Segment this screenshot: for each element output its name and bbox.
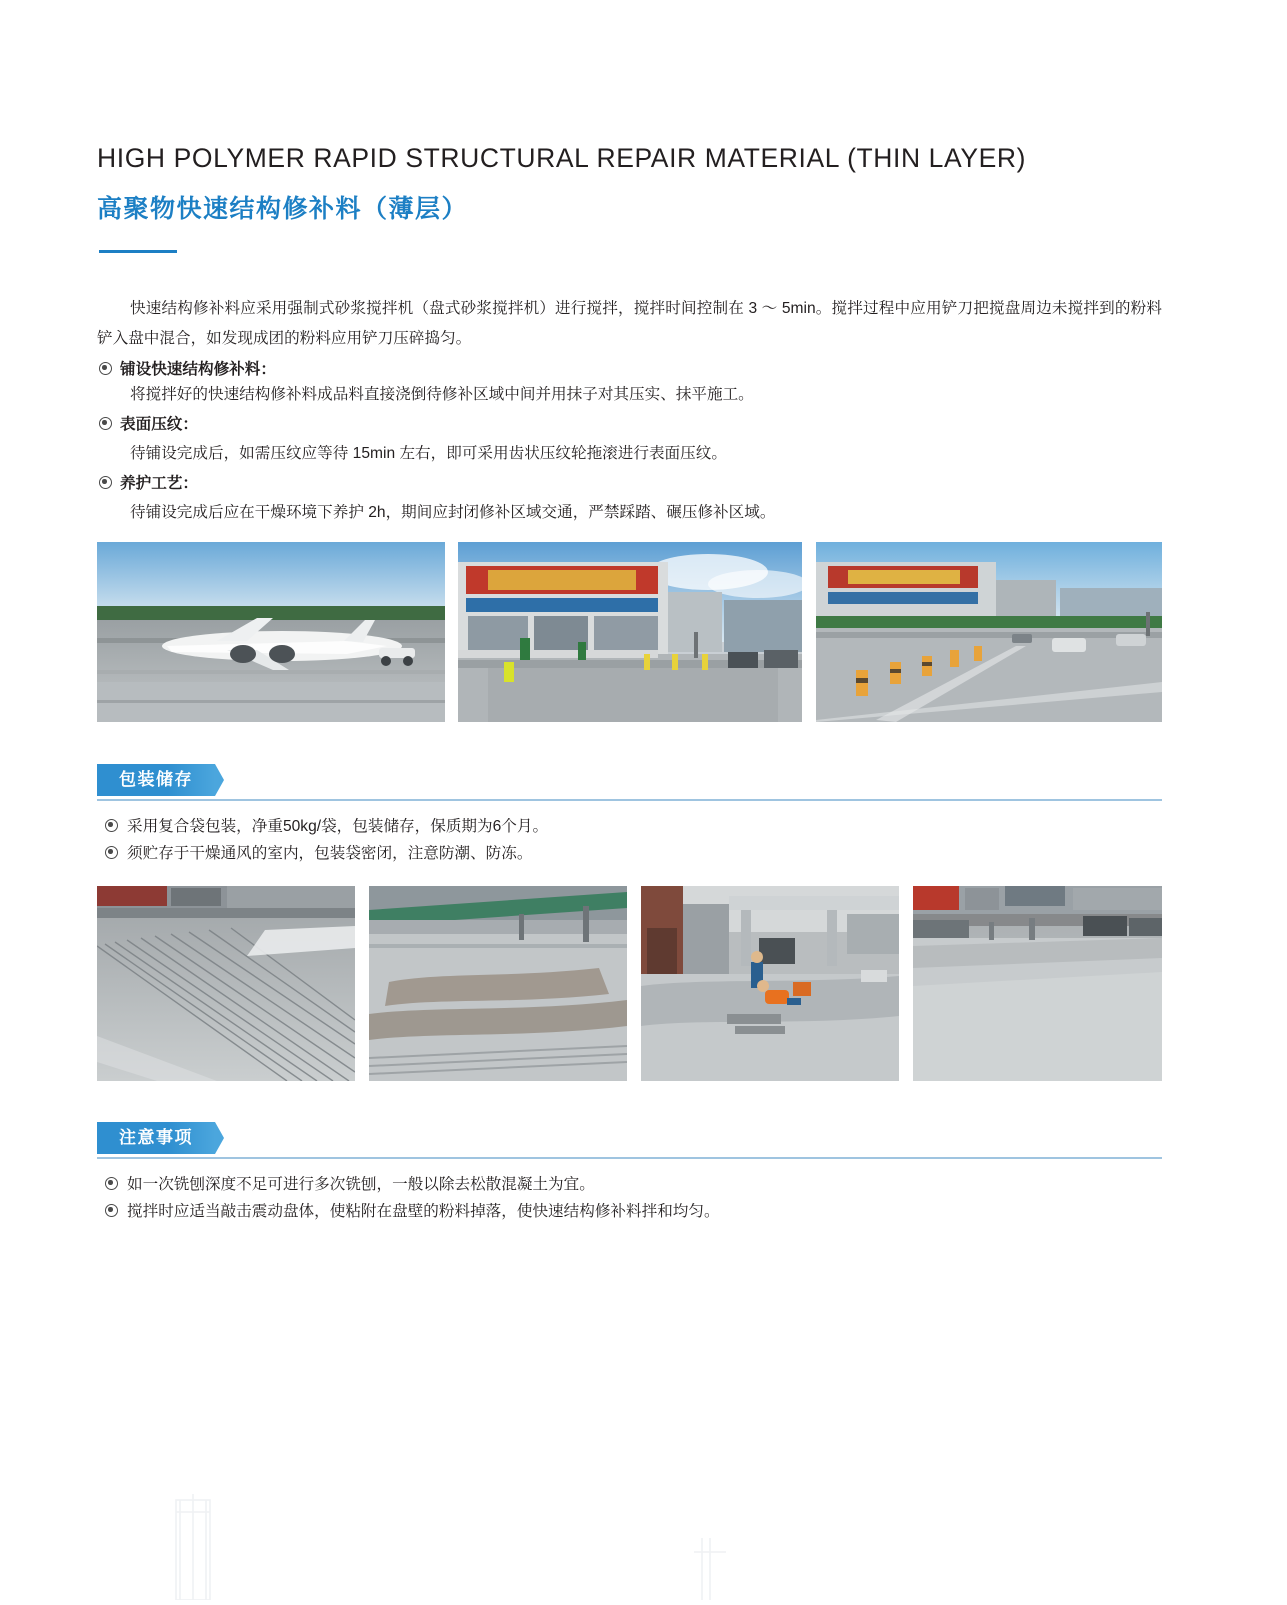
step-heading-3 [99,471,198,497]
list-item-notes-2 [105,1199,720,1225]
list-item-packaging-2 [105,841,532,867]
ring-bullet-icon [99,362,112,375]
ring-bullet-icon [105,1177,118,1190]
section-header-notes [97,1122,1162,1156]
step-heading-1-label: 铺设快速结构修补料： [120,361,276,378]
gallery-top-image-2 [458,542,802,722]
repaired-road-illustration [913,886,1162,1081]
section-rule-notes [97,1157,1162,1159]
airport-apron-illustration [97,542,445,722]
step-heading-3-label: 养护工艺： [120,475,198,492]
section-rule-packaging [97,799,1162,801]
gallery-middle [97,886,1162,1081]
gallery-top-image-3 [816,542,1162,722]
damaged-pavement-illustration [369,886,627,1081]
page-title-chinese: 高聚物快速结构修补料（薄层） [97,195,469,223]
gallery-top-image-1 [97,542,445,722]
list-item-packaging-1-label: 采用复合袋包装，净重50kg/袋，包装储存，保质期为6个月。 [127,818,549,835]
bridge-watermark-icon [150,1490,770,1600]
gallery-top [97,542,1162,722]
step-heading-2-label: 表面压纹： [120,416,198,433]
step-heading-1 [99,357,276,383]
section-title-notes: 注意事项 [97,1122,215,1154]
list-item-packaging-1 [105,814,548,840]
section-title-packaging: 包装储存 [97,764,215,796]
ring-bullet-icon [105,819,118,832]
list-item-notes-1-label: 如一次铣刨深度不足可进行多次铣刨，一般以除去松散混凝土为宜。 [127,1176,595,1193]
step-heading-2 [99,412,198,438]
ring-bullet-icon [105,1204,118,1217]
list-item-notes-1 [105,1172,595,1198]
step-detail-3: 待铺设完成后应在干燥环境下养护 2h，期间应封闭修补区域交通，严禁踩踏、碾压修补区域。 [130,504,776,521]
gallery-middle-image-4 [913,886,1162,1081]
section-header-packaging [97,764,1162,798]
title-underline-rule [99,250,177,253]
page-title-english: HIGH POLYMER RAPID STRUCTURAL REPAIR MATERIAL (THIN LAYER) [97,143,1027,173]
step-detail-2: 待铺设完成后，如需压纹应等待 15min 左右，即可采用齿状压纹轮拖滚进行表面压纹。 [130,445,727,462]
step-detail-1: 将搅拌好的快速结构修补料成品料直接浇倒待修补区域中间并用抹子对其压实、抹平施工。 [130,386,754,403]
gallery-middle-image-2 [369,886,627,1081]
street-shopfront-illustration [458,542,802,722]
grooved-pavement-illustration [97,886,355,1081]
list-item-packaging-2-label: 须贮存于干燥通风的室内，包装袋密闭，注意防潮、防冻。 [127,845,533,862]
list-item-notes-2-label: 搅拌时应适当敲击震动盘体，使粘附在盘壁的粉料掉落，使快速结构修补料拌和均匀。 [127,1203,720,1220]
footer-watermark-graphic [150,1490,770,1600]
ring-bullet-icon [105,846,118,859]
ring-bullet-icon [99,417,112,430]
gallery-middle-image-1 [97,886,355,1081]
traffic-cones-road-illustration [816,542,1162,722]
ring-bullet-icon [99,476,112,489]
workers-repair-illustration [641,886,899,1081]
gallery-middle-image-3 [641,886,899,1081]
intro-paragraph: 快速结构修补料应采用强制式砂浆搅拌机（盘式砂浆搅拌机）进行搅拌，搅拌时间控制在 3 ～ 5min。搅拌过程中应用铲刀把搅盘周边未搅拌到的粉料铲入盘中混合，如发现成团的粉料应用铲刀压碎捣匀。 [97,300,1162,347]
